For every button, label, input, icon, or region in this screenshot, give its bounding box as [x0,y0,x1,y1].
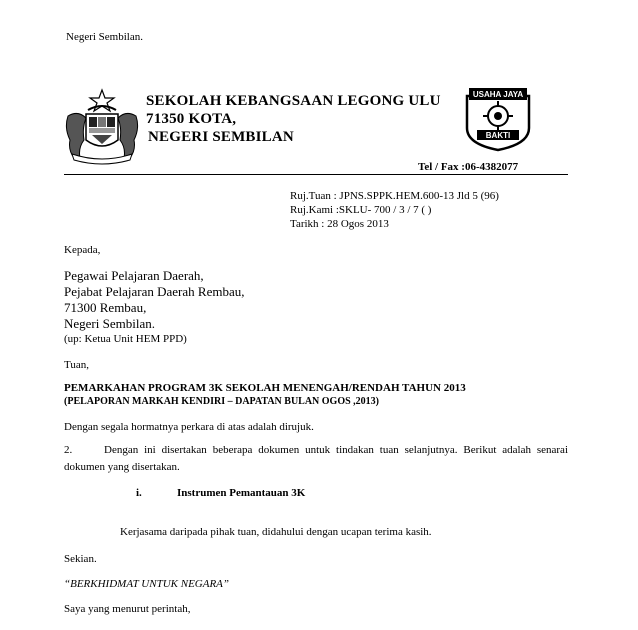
list-item-text: Instrumen Pemantauan 3K [177,487,306,499]
closing: Sekian. [64,553,97,565]
badge-bottom-text: BAKTI [485,131,511,140]
school-contact: Tel / Fax :06-4382077 [418,161,519,173]
thanks-paragraph: Kerjasama daripada pihak tuan, didahului dengan ucapan terima kasih. [120,526,432,538]
recipient-line: 71300 Rembau, [64,300,147,315]
subject-line-1: PEMARKAHAN PROGRAM 3K SEKOLAH MENENGAH/RENDAH TAHUN 2013 [64,382,466,394]
badge-top-text: USAHA JAYA [472,90,524,99]
ref-ruj-kami: Ruj.Kami :SKLU- 700 / 3 / 7 ( ) [290,204,432,216]
subject-line-2: (PELAPORAN MARKAH KENDIRI – DAPATAN BULAN OGOS ,2013) [64,396,379,407]
top-line: Negeri Sembilan. [66,31,143,43]
recipient-line: Pejabat Pelajaran Daerah Rembau, [64,284,245,299]
list-item-number: i. [136,487,142,499]
recipient-up: (up: Ketua Unit HEM PPD) [64,333,187,345]
ref-ruj-tuan: Ruj.Tuan : JPNS.SPPK.HEM.600-13 Jld 5 (96) [290,190,499,202]
recipient-line: Pegawai Pelajaran Daerah, [64,268,204,283]
kepada-label: Kepada, [64,244,101,256]
para2-line-1: Dengan ini disertakan beberapa dokumen untuk tindakan tuan selanjutnya. Berikut adalah senarai [104,444,568,456]
coat-of-arms-logo [62,88,142,166]
school-address-2: NEGERI SEMBILAN [148,129,294,145]
salutation: Tuan, [64,359,89,371]
ref-tarikh: Tarikh : 28 Ogos 2013 [290,218,389,230]
school-address-1: 71350 KOTA, [146,111,237,127]
school-badge-logo [463,86,533,152]
intro-paragraph: Dengan segala hormatnya perkara di atas adalah dirujuk. [64,421,314,433]
school-name: SEKOLAH KEBANGSAAN LEGONG ULU [146,93,441,109]
para2-number: 2. [64,444,73,456]
para2-line-2: dokumen yang disertakan. [64,461,180,473]
motto: “BERKHIDMAT UNTUK NEGARA” [64,578,230,590]
header-rule [64,174,568,175]
sign-off: Saya yang menurut perintah, [64,603,191,615]
recipient-line: Negeri Sembilan. [64,316,155,331]
